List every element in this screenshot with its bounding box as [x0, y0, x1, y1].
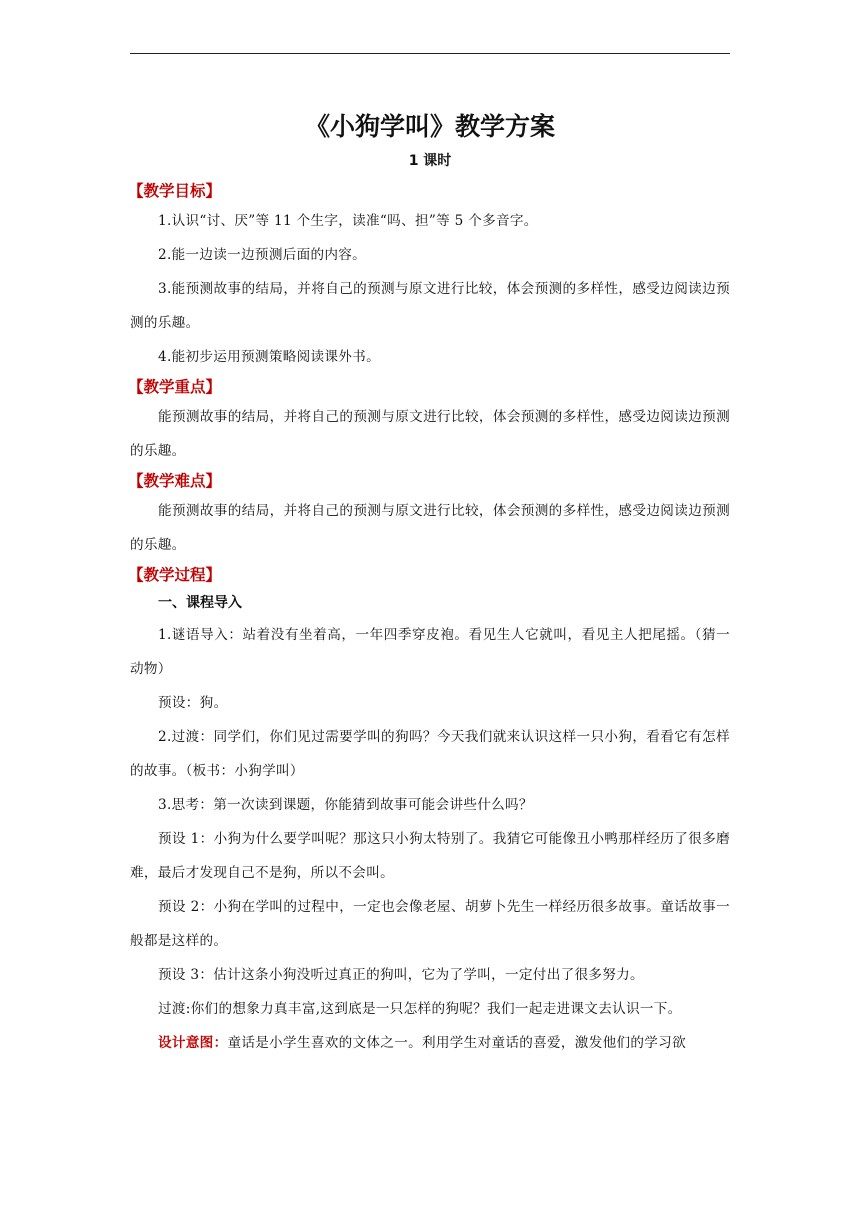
process-paragraph: 预设 3：估计这条小狗没听过真正的狗叫，它为了学叫，一定付出了很多努力。 [158, 967, 644, 983]
key-point-text: 能预测故事的结局，并将自己的预测与原文进行比较，体会预测的多样性，感受边阅读边预测的乐趣。 [130, 409, 730, 459]
design-intent-label: 设计意图： [158, 1035, 228, 1051]
document-title: 《小狗学叫》教学方案 [304, 112, 555, 141]
process-paragraph: 1.谜语导入：站着没有坐着高，一年四季穿皮袍。看见生人它就叫，看见主人把尾摇。（猜一动物） [130, 627, 730, 677]
process-paragraph: 预设 1：小狗为什么要学叫呢？那这只小狗太特别了。我猜它可能像丑小鸭那样经历了很多磨难，最后才发现自己不是狗，所以不会叫。 [130, 831, 730, 881]
process-paragraph: 3.思考：第一次读到课题，你能猜到故事可能会讲些什么吗？ [158, 797, 533, 813]
difficulty-text: 能预测故事的结局，并将自己的预测与原文进行比较，体会预测的多样性，感受边阅读边预测的乐趣。 [130, 503, 730, 553]
goal-item-4: 4.能初步运用预测策略阅读课外书。 [158, 349, 380, 365]
process-paragraph: 过渡:你们的想象力真丰富,这到底是一只怎样的狗呢？我们一起走进课文去认识一下。 [158, 1001, 682, 1017]
design-intent-text: 童话是小学生喜欢的文体之一。利用学生对童话的喜爱，激发他们的学习欲 [227, 1035, 686, 1051]
process-paragraph: 预设 2：小狗在学叫的过程中，一定也会像老屋、胡萝卜先生一样经历很多故事。童话故事一般都是这样的。 [130, 899, 730, 949]
subsection-heading-intro: 一、课程导入 [158, 595, 242, 611]
goal-item-2: 2.能一边读一边预测后面的内容。 [158, 247, 367, 263]
process-paragraph: 预设：狗。 [158, 695, 228, 711]
goal-item-3: 3.能预测故事的结局，并将自己的预测与原文进行比较，体会预测的多样性，感受边阅读边预测的乐趣。 [130, 281, 730, 331]
goal-item-1: 1.认识“讨、厌”等 11 个生字，读准“吗、担”等 5 个多音字。 [158, 213, 538, 229]
document-body [130, 108, 730, 1060]
section-heading-key: 【教学重点】 [128, 378, 222, 396]
process-paragraph: 2.过渡：同学们，你们见过需要学叫的狗吗？今天我们就来认识这样一只小狗，看看它有怎样的故事。（板书：小狗学叫） [130, 729, 730, 779]
section-heading-difficulty: 【教学难点】 [128, 472, 222, 490]
lesson-duration: 1 课时 [408, 153, 452, 169]
section-heading-process: 【教学过程】 [128, 566, 222, 584]
design-intent-paragraph [130, 1026, 730, 1060]
header-rule [130, 53, 730, 54]
section-heading-goals: 【教学目标】 [128, 182, 222, 200]
